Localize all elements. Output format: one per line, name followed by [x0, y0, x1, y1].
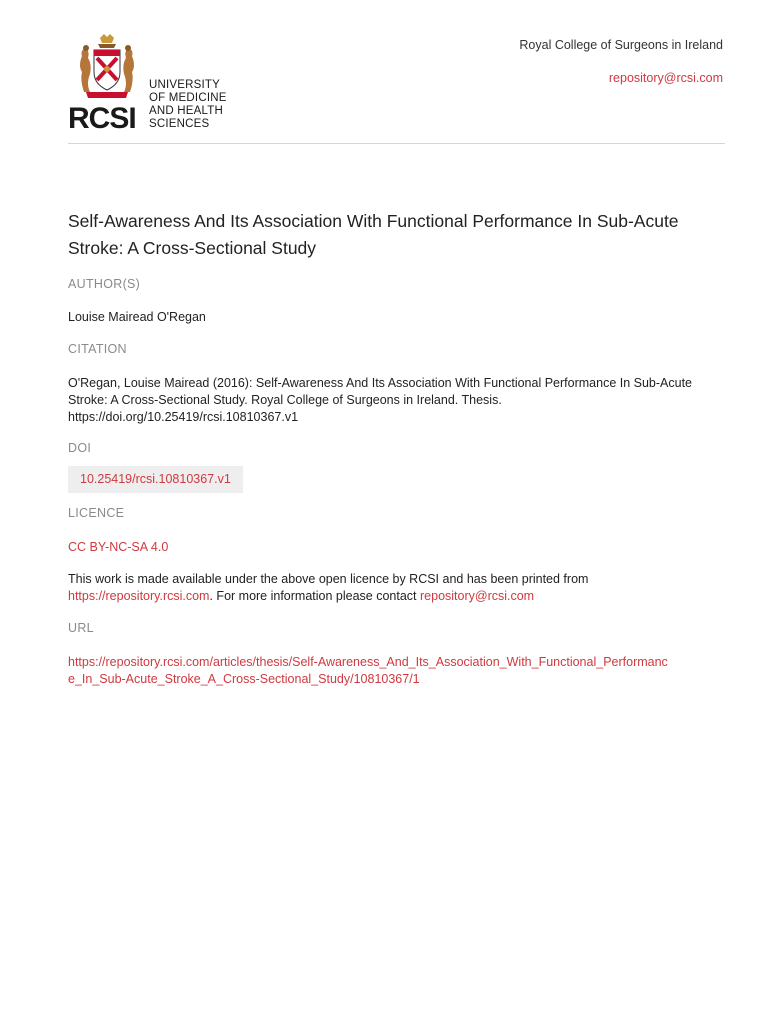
logo-tagline-line: OF MEDICINE	[149, 92, 227, 104]
rcsi-logo	[68, 34, 248, 134]
logo-tagline-line: SCIENCES	[149, 118, 210, 130]
crest-icon	[76, 34, 138, 100]
record-url-link[interactable]: https://repository.rcsi.com/articles/thesis/Self-Awareness_And_Its_Association_With_Functional_Performance_In_Sub-Acute_Stroke_A_Cross-Sectional_Study/10810367/1	[68, 655, 668, 686]
header-email-link[interactable]: repository@rcsi.com	[608, 71, 723, 85]
notice-text: This work is made available under the above open licence by RCSI and has been printed from	[68, 572, 589, 586]
contact-email-link[interactable]: repository@rcsi.com	[420, 589, 535, 603]
authors-label: AUTHOR(S)	[68, 277, 141, 291]
licence-notice	[68, 571, 718, 605]
notice-text: . For more information please contact	[209, 589, 420, 603]
logo-tagline-line: AND HEALTH	[149, 105, 223, 117]
logo-wordmark: RCSI	[68, 102, 136, 135]
repository-link[interactable]: https://repository.rcsi.com	[68, 589, 210, 603]
authors-value: Louise Mairead O'Regan	[68, 310, 206, 324]
licence-link[interactable]: CC BY-NC-SA 4.0	[68, 540, 169, 554]
citation-label: CITATION	[68, 342, 127, 356]
organization-name: Royal College of Surgeons in Ireland	[519, 38, 723, 52]
logo-tagline	[149, 79, 227, 131]
header-divider	[68, 143, 725, 144]
doi-label: DOI	[68, 441, 92, 455]
url-label: URL	[68, 621, 94, 635]
record-title: Self-Awareness And Its Association With Functional Performance In Sub-Acute Stroke: A Cross-Sectional Study	[68, 211, 679, 258]
doi-link[interactable]: 10.25419/rcsi.10810367.v1	[68, 466, 243, 493]
citation-value: O'Regan, Louise Mairead (2016): Self-Awareness And Its Association With Functional Performance In Sub-Acute Stroke: A Cross-Sectional Study. Royal College of Surgeons in Ireland. Thesis. https://doi.org/10.25419/rcsi.10810367.v1	[68, 376, 693, 424]
logo-tagline-line: UNIVERSITY	[149, 79, 221, 91]
licence-label: LICENCE	[68, 506, 125, 520]
